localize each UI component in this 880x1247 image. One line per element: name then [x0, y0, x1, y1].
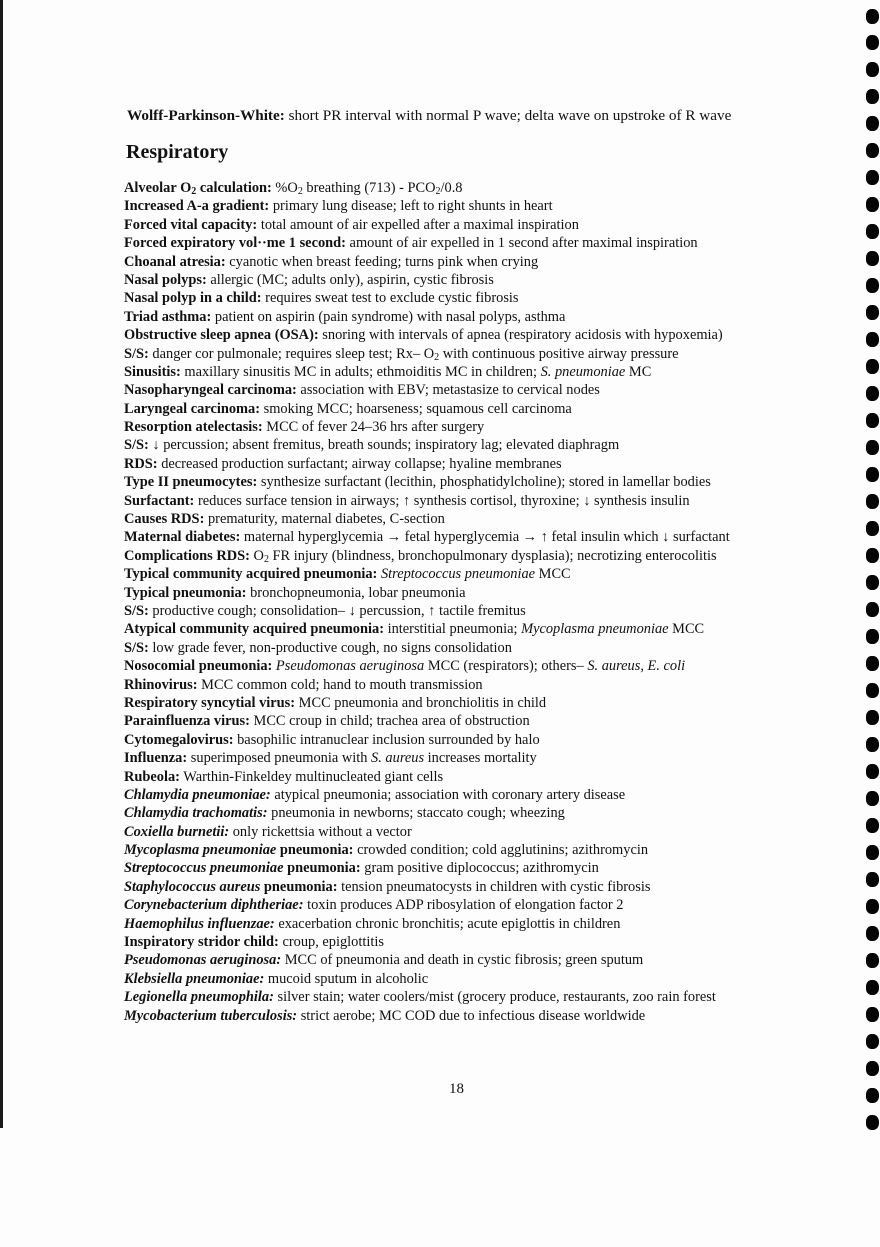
binding-hole-icon	[866, 251, 879, 266]
entry-fvc: Forced vital capacity: total amount of air expelled after a maximal inspiration	[124, 216, 579, 233]
binding-hole-icon	[866, 9, 879, 24]
entry-type-ii-pneumocytes: Type II pneumocytes: synthesize surfactant (lecithin, phosphatidylcholine); stored in lamellar bodies	[124, 474, 711, 491]
entry-atypical-cap: Atypical community acquired pneumonia: interstitial pneumonia; Mycoplasma pneumoniae MCC	[124, 621, 705, 638]
entry-typical-ss: S/S: productive cough; consolidation– ↓ percussion, ↑ tactile fremitus	[124, 602, 526, 619]
binding-hole-icon	[866, 1088, 879, 1103]
binding-hole-icon	[866, 656, 879, 671]
entry-aa-gradient: Increased A-a gradient: primary lung disease; left to right shunts in heart	[124, 198, 553, 215]
entry-choanal-atresia: Choanal atresia: cyanotic when breast feeding; turns pink when crying	[124, 253, 539, 270]
entry-legionella: Legionella pneumophila: silver stain; water coolers/mist (grocery produce, restaurants, zoo rain forest	[124, 989, 716, 1006]
entry-rhinovirus: Rhinovirus: MCC common cold; hand to mouth transmission	[124, 676, 483, 693]
entry-haemophilus: Haemophilus influenzae: exacerbation chronic bronchitis; acute epiglottis in children	[124, 915, 621, 932]
entry-pseudomonas: Pseudomonas aeruginosa: MCC of pneumonia and death in cystic fibrosis; green sputum	[124, 952, 644, 969]
entry-chlamydia-trachomatis: Chlamydia trachomatis: pneumonia in newborns; staccato cough; wheezing	[124, 805, 565, 822]
binding-hole-icon	[866, 413, 879, 428]
entry-atypical-ss: S/S: low grade fever, non-productive cough, no signs consolidation	[124, 639, 512, 656]
binding-hole-icon	[866, 953, 879, 968]
binding-hole-icon	[866, 1034, 879, 1049]
binding-hole-icon	[866, 521, 879, 536]
binding-hole-icon	[866, 440, 879, 455]
binding-hole-icon	[866, 683, 879, 698]
binding-hole-icon	[866, 791, 879, 806]
entry-staph-pneumonia: Staphylococcus aureus pneumonia: tension pneumatocysts in children with cystic fibrosis	[124, 878, 651, 895]
binding-hole-icon	[866, 710, 879, 725]
entry-mycoplasma-pneumonia: Mycoplasma pneumoniae pneumonia: crowded condition; cold agglutinins; azithromycin	[124, 842, 649, 859]
section-heading-respiratory: Respiratory	[126, 141, 229, 163]
binding-hole-icon	[866, 89, 879, 104]
binding-hole-icon	[866, 872, 879, 887]
binding-hole-icon	[866, 305, 879, 320]
binding-hole-icon	[866, 467, 879, 482]
binding-hole-icon	[866, 629, 879, 644]
binding-hole-icon	[866, 818, 879, 833]
entry-typical-cap: Typical community acquired pneumonia: Streptococcus pneumoniae MCC	[124, 566, 571, 583]
entry-nasopharyngeal-carcinoma: Nasopharyngeal carcinoma: association with EBV; metastasize to cervical nodes	[124, 382, 600, 399]
page-left-edge	[0, 0, 3, 1128]
entry-rsv: Respiratory syncytial virus: MCC pneumonia and bronchiolitis in child	[124, 694, 547, 711]
entry-nosocomial-pneumonia: Nosocomial pneumonia: Pseudomonas aeruginosa MCC (respirators); others– S. aureus, E. coli	[124, 658, 686, 675]
entry-klebsiella: Klebsiella pneumoniae: mucoid sputum in alcoholic	[124, 970, 429, 987]
entry-causes-rds: Causes RDS: prematurity, maternal diabetes, C-section	[124, 511, 445, 528]
entry-triad-asthma: Triad asthma: patient on aspirin (pain syndrome) with nasal polyps, asthma	[124, 308, 566, 325]
binding-hole-icon	[866, 332, 879, 347]
respiratory-entries	[124, 179, 824, 1025]
binding-hole-icon	[866, 1061, 879, 1076]
desc-wpw: short PR interval with normal P wave; delta wave on upstroke of R wave	[284, 107, 732, 124]
binding-hole-icon	[866, 35, 879, 50]
entry-resorption-ss: S/S: ↓ percussion; absent fremitus, breath sounds; inspiratory lag; elevated diaphragm	[124, 437, 620, 454]
entry-laryngeal-carcinoma: Laryngeal carcinoma: smoking MCC; hoarseness; squamous cell carcinoma	[124, 400, 572, 417]
entry-strep-pneumonia: Streptococcus pneumoniae pneumonia: gram positive diplococcus; azithromycin	[124, 860, 599, 877]
binding-hole-icon	[866, 899, 879, 914]
entry-osa-ss: S/S: danger cor pulmonale; requires sleep test; Rx– $O_2$ with continuous positive airway pressure	[124, 345, 679, 363]
entry-resorption-atelectasis: Resorption atelectasis: MCC of fever 24–36 hrs after surgery	[124, 419, 485, 436]
entry-coxiella: Coxiella burnetii: only rickettsia without a vector	[124, 823, 412, 840]
binding-hole-icon	[866, 926, 879, 941]
entry-nasal-polyps: Nasal polyps: allergic (MC; adults only), aspirin, cystic fibrosis	[124, 271, 494, 288]
binding-hole-icon	[866, 602, 879, 617]
entry-rds: RDS: decreased production surfactant; airway collapse; hyaline membranes	[124, 455, 562, 472]
entry-chlamydia-pneumoniae: Chlamydia pneumoniae: atypical pneumonia; association with coronary artery disease	[124, 786, 626, 803]
binding-holes	[862, 0, 880, 1247]
entry-parainfluenza: Parainfluenza virus: MCC croup in child; trachea area of obstruction	[124, 713, 530, 730]
binding-hole-icon	[866, 1007, 879, 1022]
binding-hole-icon	[866, 764, 879, 779]
entry-influenza: Influenza: superimposed pneumonia with S. aureus increases mortality	[124, 750, 537, 767]
binding-hole-icon	[866, 359, 879, 374]
entry-fev1: Forced expiratory vol··me 1 second: amount of air expelled in 1 second after maximal inspiration	[124, 235, 698, 252]
binding-hole-icon	[866, 143, 879, 158]
entry-mycobacterium: Mycobacterium tuberculosis: strict aerobe; MC COD due to infectious disease worldwide	[124, 1007, 646, 1024]
entry-nasal-polyp-child: Nasal polyp in a child: requires sweat test to exclude cystic fibrosis	[124, 290, 519, 307]
entry-maternal-diabetes: Maternal diabetes: maternal hyperglycemia → fetal hyperglycemia → ↑ fetal insulin which ↓ surfactant	[124, 529, 730, 546]
binding-hole-icon	[866, 197, 879, 212]
wpw-line	[127, 106, 731, 126]
term-wpw: Wolff-Parkinson-White:	[127, 107, 285, 124]
binding-hole-icon	[866, 116, 879, 131]
binding-hole-icon	[866, 980, 879, 995]
page-number: 18	[449, 1081, 464, 1097]
binding-hole-icon	[866, 494, 879, 509]
entry-alveolar-o2: Alveolar $O_2$ calculation: $\%O_2$ breathing $(713) - PCO_2/0.8$	[124, 180, 463, 197]
binding-hole-icon	[866, 224, 879, 239]
entry-typical-pneumonia: Typical pneumonia: bronchopneumonia, lobar pneumonia	[124, 584, 466, 601]
binding-hole-icon	[866, 548, 879, 563]
entry-sinusitis: Sinusitis: maxillary sinusitis MC in adults; ethmoiditis MC in children; S. pneumoniae MC	[124, 363, 652, 380]
binding-hole-icon	[866, 737, 879, 752]
entry-cytomegalovirus: Cytomegalovirus: basophilic intranuclear inclusion surrounded by halo	[124, 731, 540, 748]
entry-osa: Obstructive sleep apnea (OSA): snoring with intervals of apnea (respiratory acidosis with hypoxemia)	[124, 327, 723, 344]
binding-hole-icon	[866, 62, 879, 77]
entry-surfactant: Surfactant: reduces surface tension in airways; ↑ synthesis cortisol, thyroxine; ↓ synthesis insulin	[124, 492, 690, 509]
entry-corynebacterium: Corynebacterium diphtheriae: toxin produces ADP ribosylation of elongation factor 2	[124, 897, 624, 914]
entry-rubeola: Rubeola: Warthin-Finkeldey multinucleated giant cells	[124, 768, 444, 785]
binding-hole-icon	[866, 278, 879, 293]
entry-inspiratory-stridor: Inspiratory stridor child: croup, epiglottitis	[124, 934, 384, 951]
term: Alveolar $O_2$ calculation:	[124, 180, 272, 197]
binding-hole-icon	[866, 170, 879, 185]
binding-hole-icon	[866, 1115, 879, 1130]
binding-hole-icon	[866, 845, 879, 860]
binding-hole-icon	[866, 386, 879, 401]
binding-hole-icon	[866, 575, 879, 590]
entry-complications-rds: Complications RDS: $O_2$ FR injury (blindness, bronchopulmonary dysplasia); necrotizing enterocolitis	[124, 547, 717, 565]
